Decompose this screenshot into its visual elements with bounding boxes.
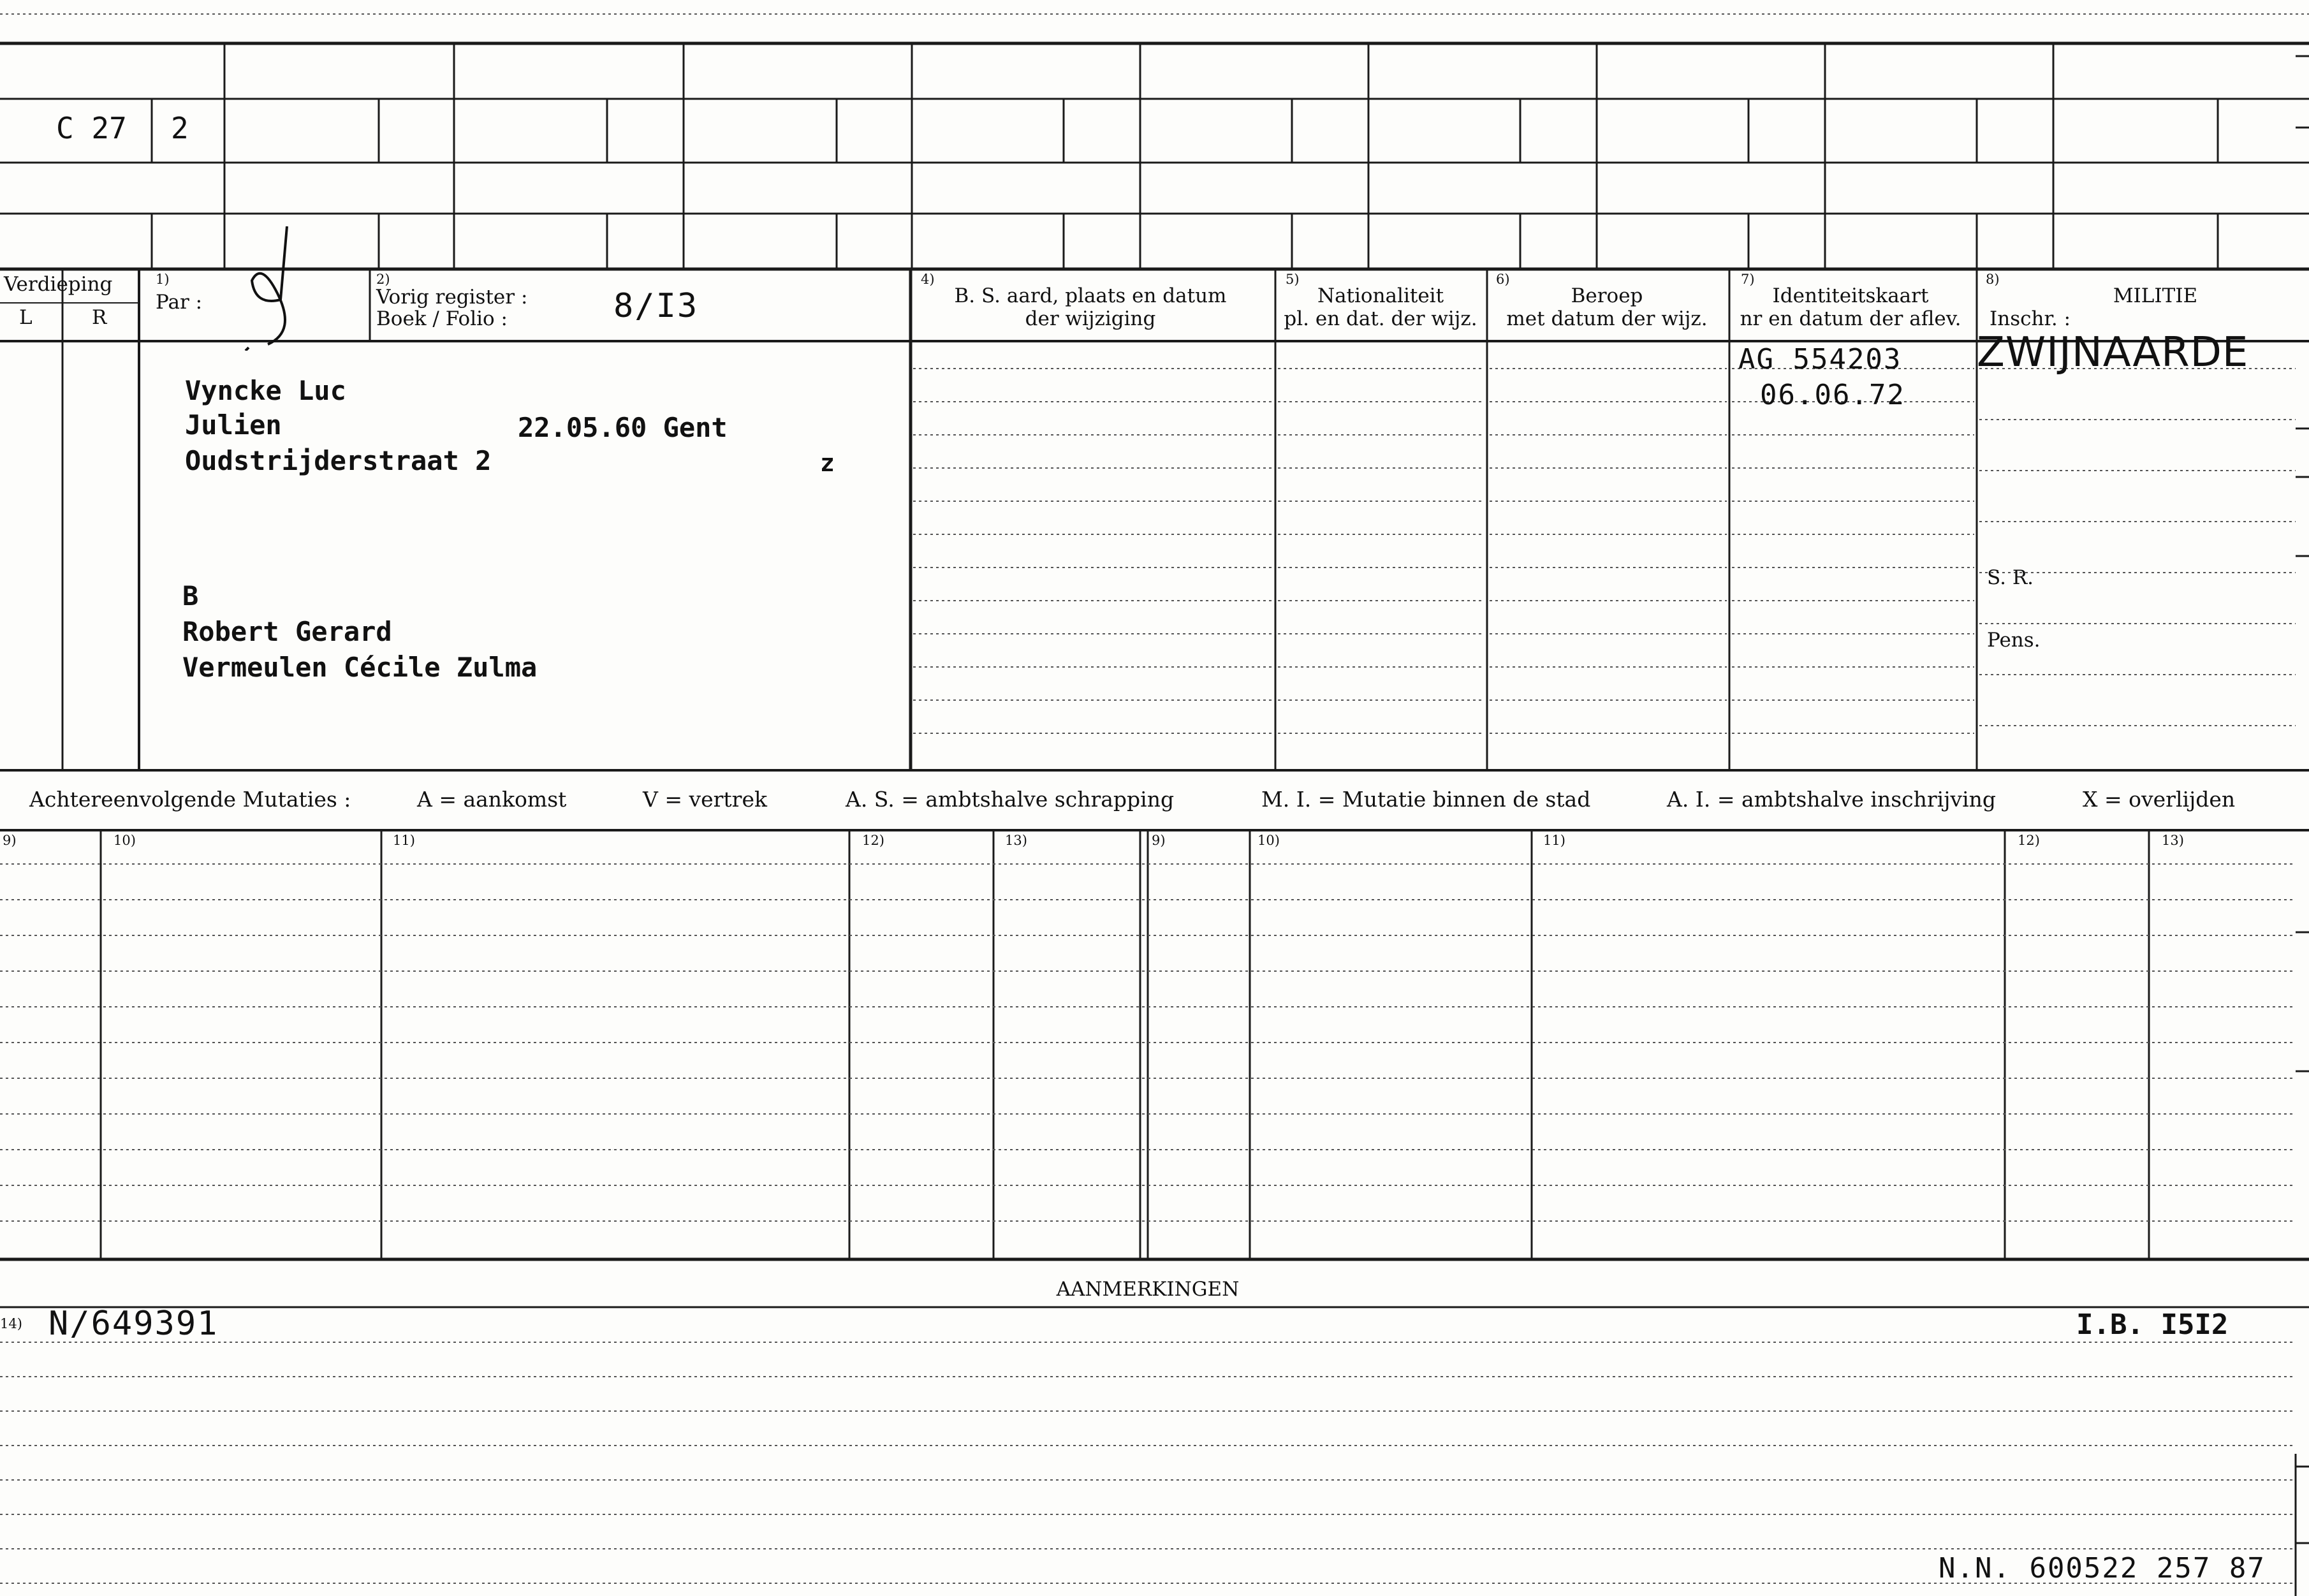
mut-right-col13: 13) bbox=[2162, 833, 2184, 848]
col1-number: 1) bbox=[156, 272, 170, 287]
mut-right-col9: 9) bbox=[1152, 833, 1166, 848]
remarks-number: 14) bbox=[0, 1316, 22, 1331]
col8-number: 8) bbox=[1986, 272, 2000, 287]
mother-name: Vermeulen Cécile Zulma bbox=[182, 652, 538, 683]
birth-date-place: 22.05.60 Gent bbox=[518, 412, 728, 443]
mut-right-col11: 11) bbox=[1543, 833, 1565, 848]
legend-overlijden: X = overlijden bbox=[2083, 787, 2236, 812]
card-code: C 27 bbox=[56, 111, 127, 145]
legend-inschrijving: A. I. = ambtshalve inschrijving bbox=[1667, 787, 1997, 812]
code-b: B bbox=[182, 580, 199, 611]
legend-vertrek: V = vertrek bbox=[643, 787, 767, 812]
nat-header-line2: pl. en dat. der wijz. bbox=[1284, 307, 1477, 330]
sr-label: S. R. bbox=[1987, 566, 2034, 589]
legend-mutatie: M. I. = Mutatie binnen de stad bbox=[1261, 787, 1591, 812]
legend-aankomst: A = aankomst bbox=[417, 787, 567, 812]
militie-header: MILITIE bbox=[2113, 284, 2198, 307]
verdieping-label: Verdieping bbox=[4, 273, 113, 296]
col7-number: 7) bbox=[1741, 272, 1755, 287]
legend-schrapping: A. S. = ambtshalve schrapping bbox=[846, 787, 1175, 812]
mut-right-col10: 10) bbox=[1257, 833, 1280, 848]
mut-left-col11: 11) bbox=[393, 833, 415, 848]
mut-left-col10: 10) bbox=[114, 833, 136, 848]
person-name: Vyncke Luc bbox=[185, 375, 346, 406]
legend-title: Achtereenvolgende Mutaties : bbox=[29, 787, 351, 812]
boek-folio-label: Boek / Folio : bbox=[376, 307, 508, 330]
id-header-line2: nr en datum der aflev. bbox=[1740, 307, 1961, 330]
par-label: Par : bbox=[156, 291, 203, 314]
remarks-title: AANMERKINGEN bbox=[1056, 1278, 1240, 1301]
vorig-register-label: Vorig register : bbox=[376, 286, 528, 309]
col4-number: 4) bbox=[921, 272, 935, 287]
bs-header-line1: B. S. aard, plaats en datum bbox=[954, 284, 1227, 307]
national-number: N.N. 600522 257 87 bbox=[1939, 1552, 2266, 1585]
identity-card-number: AG 554203 bbox=[1738, 343, 1902, 376]
left-label: L bbox=[19, 306, 33, 329]
right-label: R bbox=[92, 306, 107, 329]
pens-label: Pens. bbox=[1987, 629, 2041, 652]
militia-place-stamp: ZWIJNAARDE bbox=[1977, 329, 2249, 376]
col2-number: 2) bbox=[376, 272, 390, 287]
mark-z: z bbox=[820, 449, 835, 477]
col6-number: 6) bbox=[1496, 272, 1510, 287]
beroep-header-line1: Beroep bbox=[1571, 284, 1643, 307]
col5-number: 5) bbox=[1286, 272, 1300, 287]
person-first-name: Julien bbox=[185, 409, 282, 441]
address: Oudstrijderstraat 2 bbox=[185, 445, 492, 476]
mut-left-col12: 12) bbox=[862, 833, 884, 848]
remarks-reference: N/649391 bbox=[48, 1305, 219, 1343]
card-number: 2 bbox=[171, 111, 189, 145]
father-name: Robert Gerard bbox=[182, 616, 392, 647]
beroep-header-line2: met datum der wijz. bbox=[1506, 307, 1708, 330]
id-header-line1: Identiteitskaart bbox=[1772, 284, 1929, 307]
inschr-label: Inschr. : bbox=[1990, 307, 2071, 330]
mut-left-col9: 9) bbox=[3, 833, 17, 848]
remarks-ib: I.B. I5I2 bbox=[2076, 1308, 2229, 1341]
folio-value: 8/I3 bbox=[613, 287, 699, 325]
mut-right-col12: 12) bbox=[2018, 833, 2040, 848]
bs-header-line2: der wijziging bbox=[1025, 307, 1156, 330]
identity-card-date: 06.06.72 bbox=[1760, 379, 1905, 411]
mut-left-col13: 13) bbox=[1005, 833, 1027, 848]
par-signature bbox=[242, 223, 319, 351]
nat-header-line1: Nationaliteit bbox=[1317, 284, 1444, 307]
